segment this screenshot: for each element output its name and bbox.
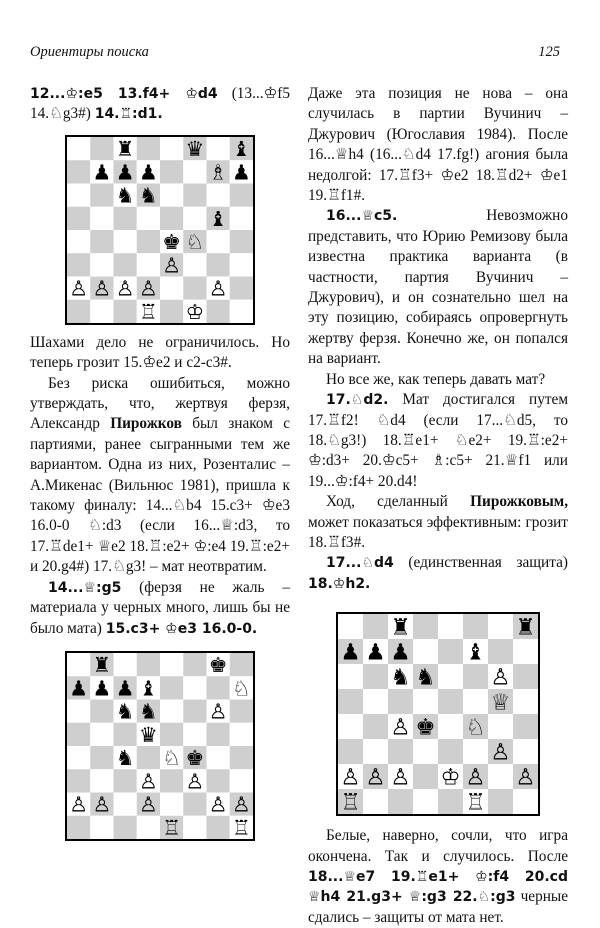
chess-piece-icon: [116, 183, 135, 207]
board-square: [363, 739, 388, 764]
left-paragraph-4: 14...♕:g5 (ферзя не жаль – материала у черных много, лишь бы не было мата) 15.c3+ ♔e3 16.0-0.: [30, 578, 290, 637]
chess-piece-icon: [162, 816, 181, 840]
board-square: [137, 137, 160, 160]
chess-piece-icon: [139, 769, 158, 793]
board-square: [67, 137, 90, 160]
board-square: [463, 614, 488, 639]
board-square: [183, 792, 206, 815]
board-square: [438, 614, 463, 639]
board-square: [90, 723, 113, 746]
board-square: [363, 714, 388, 739]
board-square: [413, 764, 438, 789]
chess-piece-icon: [465, 640, 485, 666]
board-square: [413, 639, 438, 664]
board-square: [207, 253, 230, 276]
chess-piece-icon: [232, 816, 251, 840]
chess-piece-icon: [93, 676, 112, 700]
chess-piece-icon: [209, 207, 228, 231]
chess-diagram-3: [336, 612, 540, 816]
board-square: [230, 699, 253, 722]
board-square: [160, 207, 183, 230]
board-square: [114, 300, 137, 323]
board-square: [183, 253, 206, 276]
board-square: [207, 137, 230, 160]
chess-piece-icon: [139, 723, 158, 747]
board-square: [388, 789, 413, 814]
board-square: [183, 276, 206, 299]
chess-diagram-1: [65, 135, 255, 325]
board-square: [230, 300, 253, 323]
board-square: [114, 253, 137, 276]
board-square: [160, 653, 183, 676]
board-square: [67, 723, 90, 746]
chess-piece-icon: [209, 653, 228, 677]
chess-piece-icon: [490, 665, 510, 691]
chess-piece-icon: [232, 792, 251, 816]
right-paragraph-2: 16...♕c5. Невозможно представить, что Юрию Ремизову была известна практика варианта (в частности, партия Вучинич – Джурович), и он сознательно шел на эту позицию, собираясь опровергнуть жертву ферзя. Конечно же, он попался на вариант.: [308, 207, 568, 368]
board-square: [160, 300, 183, 323]
board-square: [207, 230, 230, 253]
board-square: [67, 253, 90, 276]
chess-piece-icon: [232, 160, 251, 184]
board-square: [207, 300, 230, 323]
chess-piece-icon: [162, 746, 181, 770]
chess-diagram-2: [65, 651, 255, 841]
board-square: [438, 739, 463, 764]
chess-piece-icon: [116, 676, 135, 700]
chess-piece-icon: [465, 715, 485, 741]
board-square: [513, 664, 538, 689]
chess-piece-icon: [186, 300, 205, 324]
board-square: [463, 739, 488, 764]
chess-piece-icon: [139, 160, 158, 184]
move-text: 18...♕e7 19.♖e1+ ♔:f4 20.cd ♕h4 21.g3+ ♕:g3 22.♘:g3: [308, 868, 568, 906]
move-text: 17.♘d2.: [326, 392, 389, 409]
board-square: [338, 739, 363, 764]
board-square: [67, 160, 90, 183]
board-square: [114, 723, 137, 746]
board-square: [183, 207, 206, 230]
board-square: [438, 689, 463, 714]
chess-piece-icon: [93, 276, 112, 300]
board-square: [90, 746, 113, 769]
board-square: [114, 653, 137, 676]
board-square: [67, 230, 90, 253]
board-square: [230, 723, 253, 746]
chess-piece-icon: [186, 137, 205, 161]
board-square: [230, 653, 253, 676]
chess-piece-icon: [232, 137, 251, 161]
chess-piece-icon: [69, 792, 88, 816]
board-square: [413, 689, 438, 714]
move-text: 18.♔h2.: [308, 575, 371, 592]
board-square: [338, 689, 363, 714]
chess-piece-icon: [93, 792, 112, 816]
board-square: [488, 714, 513, 739]
board-square: [114, 816, 137, 839]
board-square: [160, 137, 183, 160]
board-square: [90, 183, 113, 206]
board-square: [114, 769, 137, 792]
board-square: [90, 207, 113, 230]
board-square: [438, 714, 463, 739]
board-square: [338, 614, 363, 639]
chess-piece-icon: [232, 676, 251, 700]
chess-piece-icon: [209, 792, 228, 816]
board-square: [160, 723, 183, 746]
board-square: [90, 699, 113, 722]
board-square: [438, 639, 463, 664]
chess-piece-icon: [139, 276, 158, 300]
chess-piece-icon: [162, 253, 181, 277]
move-text: 14.♖:d1.: [94, 106, 163, 123]
chess-piece-icon: [116, 276, 135, 300]
chess-piece-icon: [415, 715, 435, 741]
left-paragraph-3: Без риска ошибиться, можно утверждать, что, жертвуя ферзя, Александр Пирожков был знаком с партиями, ранее сыгранными тем же вариантом. Одна из них, Розенталис – А.Микенас (Вильнюс 1981), пришла к такому финалу: 14...♘b4 15.c3+ ♔e3 16.0-0 ♘:d3 (если 16...♕:d3, то 17.♖de1+ ♕e2 18.♖:e2+ ♔:e4 19.♖:e2+ и 20.g4#) 17.♘g3! – мат неотвратим.: [30, 374, 291, 576]
board-square: [488, 639, 513, 664]
board-square: [338, 714, 363, 739]
chess-piece-icon: [162, 230, 181, 254]
board-square: [338, 664, 363, 689]
right-paragraph-1: Даже эта позиция не нова – она случилась в партии Вучинич – Джурович (Югославия 1984). После 16...♕h4 (16...♘d4 17.fg!) агония была недолгой: 17.♖f3+ ♔e2 18.♖d2+ ♔e1 19.♖f1#.: [308, 85, 568, 205]
board-square: [67, 746, 90, 769]
board-square: [363, 789, 388, 814]
board-square: [230, 769, 253, 792]
move-text: 14...♕:g5: [48, 579, 122, 596]
move-text: 17...♘d4: [326, 555, 394, 572]
chess-piece-icon: [490, 740, 510, 766]
board-square: [488, 614, 513, 639]
player-name: Пирожковым,: [470, 493, 569, 511]
board-square: [90, 230, 113, 253]
right-column: [308, 84, 568, 928]
board-square: [513, 739, 538, 764]
chess-piece-icon: [365, 765, 385, 791]
board-square: [160, 792, 183, 815]
board-square: [183, 723, 206, 746]
chess-piece-icon: [209, 699, 228, 723]
right-paragraph-7: Белые, наверно, сочли, что игра окончена. Так и случилось. После 18...♕e7 19.♖e1+ ♔:f4 20.cd ♕h4 21.g3+ ♕:g3 22.♘:g3 черные сдались – защиты от мата нет.: [308, 827, 568, 926]
chess-piece-icon: [390, 615, 410, 641]
board-square: [413, 614, 438, 639]
board-square: [67, 816, 90, 839]
left-column: [30, 84, 290, 841]
board-square: [207, 676, 230, 699]
chess-piece-icon: [69, 676, 88, 700]
board-square: [488, 789, 513, 814]
chess-piece-icon: [515, 765, 535, 791]
chess-piece-icon: [139, 183, 158, 207]
board-square: [67, 653, 90, 676]
chess-piece-icon: [116, 160, 135, 184]
left-paragraph-2: Шахами дело не ограничилось. Но теперь грозит 15.♔e2 и c2-c3#.: [30, 333, 290, 372]
move-text: 16...♕c5.: [326, 208, 398, 225]
board-square: [137, 816, 160, 839]
board-square: [438, 789, 463, 814]
right-paragraph-3: Но все же, как теперь давать мат?: [326, 370, 546, 388]
chess-piece-icon: [116, 746, 135, 770]
chess-piece-icon: [186, 230, 205, 254]
move-text: 12...♔:e5 13.f4+ ♔d4: [30, 86, 218, 102]
board-square: [160, 699, 183, 722]
board-square: [137, 207, 160, 230]
chess-piece-icon: [440, 765, 460, 791]
board-square: [513, 714, 538, 739]
board-square: [160, 160, 183, 183]
board-square: [230, 230, 253, 253]
chess-piece-icon: [116, 699, 135, 723]
chess-piece-icon: [340, 765, 360, 791]
board-square: [90, 300, 113, 323]
chess-piece-icon: [390, 665, 410, 691]
board-square: [160, 183, 183, 206]
chapter-title: Ориентиры поиска: [30, 44, 149, 60]
board-square: [363, 664, 388, 689]
board-square: [183, 183, 206, 206]
board-square: [67, 183, 90, 206]
board-square: [137, 746, 160, 769]
chess-piece-icon: [340, 640, 360, 666]
board-square: [513, 689, 538, 714]
chess-piece-icon: [93, 653, 112, 677]
move-text: 15.c3+ ♔e3 16.0-0.: [105, 620, 258, 637]
board-square: [230, 207, 253, 230]
board-square: [488, 764, 513, 789]
chess-piece-icon: [365, 640, 385, 666]
board-square: [513, 789, 538, 814]
chess-piece-icon: [515, 615, 535, 641]
left-paragraph-1: [30, 84, 290, 125]
board-square: [90, 253, 113, 276]
chess-piece-icon: [415, 665, 435, 691]
chess-piece-icon: [139, 699, 158, 723]
chess-piece-icon: [93, 160, 112, 184]
board-square: [67, 207, 90, 230]
right-paragraph-5: Ход, сделанный Пирожковым, может показаться эффективным: грозит 18.♖f3#.: [308, 493, 569, 551]
board-square: [438, 664, 463, 689]
chess-piece-icon: [139, 676, 158, 700]
board-square: [114, 230, 137, 253]
board-square: [183, 676, 206, 699]
board-square: [513, 639, 538, 664]
chess-piece-icon: [139, 792, 158, 816]
board-square: [90, 137, 113, 160]
board-square: [137, 230, 160, 253]
player-name: Пирожков: [110, 415, 182, 433]
right-paragraph-4: 17.♘d2. Мат достигался путем 17.♖f2! ♘d4 (если 17...♘d5, то 18.♘g3!) 18.♖e1+ ♘e2+ 19.♖:e2+ ♔:d3+ 20.♔c5+ ♗:c5+ 21.♕f1 или 19...♔:f4+ 20.d4!: [308, 391, 568, 490]
board-square: [160, 769, 183, 792]
board-square: [207, 746, 230, 769]
chess-piece-icon: [186, 746, 205, 770]
board-square: [388, 689, 413, 714]
chess-piece-icon: [465, 765, 485, 791]
move-note: (13...♔f5 14.♘g3#): [30, 85, 291, 123]
board-square: [67, 300, 90, 323]
board-square: [207, 183, 230, 206]
board-square: [90, 816, 113, 839]
chess-piece-icon: [186, 769, 205, 793]
board-square: [90, 769, 113, 792]
chess-piece-icon: [340, 790, 360, 816]
chess-piece-icon: [465, 790, 485, 816]
chess-piece-icon: [139, 300, 158, 324]
chess-piece-icon: [209, 160, 228, 184]
board-square: [183, 160, 206, 183]
page-number: 125: [538, 44, 560, 60]
chess-piece-icon: [209, 276, 228, 300]
board-square: [413, 789, 438, 814]
chess-piece-icon: [490, 690, 510, 716]
board-square: [137, 653, 160, 676]
board-square: [183, 699, 206, 722]
chess-piece-icon: [116, 137, 135, 161]
board-square: [230, 276, 253, 299]
board-square: [114, 792, 137, 815]
chess-piece-icon: [390, 640, 410, 666]
board-square: [137, 253, 160, 276]
board-square: [183, 816, 206, 839]
board-square: [207, 723, 230, 746]
board-square: [67, 699, 90, 722]
board-square: [463, 689, 488, 714]
board-square: [207, 816, 230, 839]
board-square: [230, 183, 253, 206]
board-square: [463, 664, 488, 689]
board-square: [67, 769, 90, 792]
board-square: [388, 739, 413, 764]
chess-piece-icon: [390, 715, 410, 741]
right-paragraph-6: 17...♘d4 (единственная защита) 18.♔h2.: [308, 554, 568, 592]
board-square: [183, 653, 206, 676]
board-square: [363, 689, 388, 714]
board-square: [230, 253, 253, 276]
board-square: [160, 276, 183, 299]
board-square: [363, 614, 388, 639]
board-square: [160, 676, 183, 699]
board-square: [207, 769, 230, 792]
board-square: [114, 207, 137, 230]
board-square: [230, 746, 253, 769]
chess-piece-icon: [69, 276, 88, 300]
chess-piece-icon: [390, 765, 410, 791]
board-square: [413, 739, 438, 764]
